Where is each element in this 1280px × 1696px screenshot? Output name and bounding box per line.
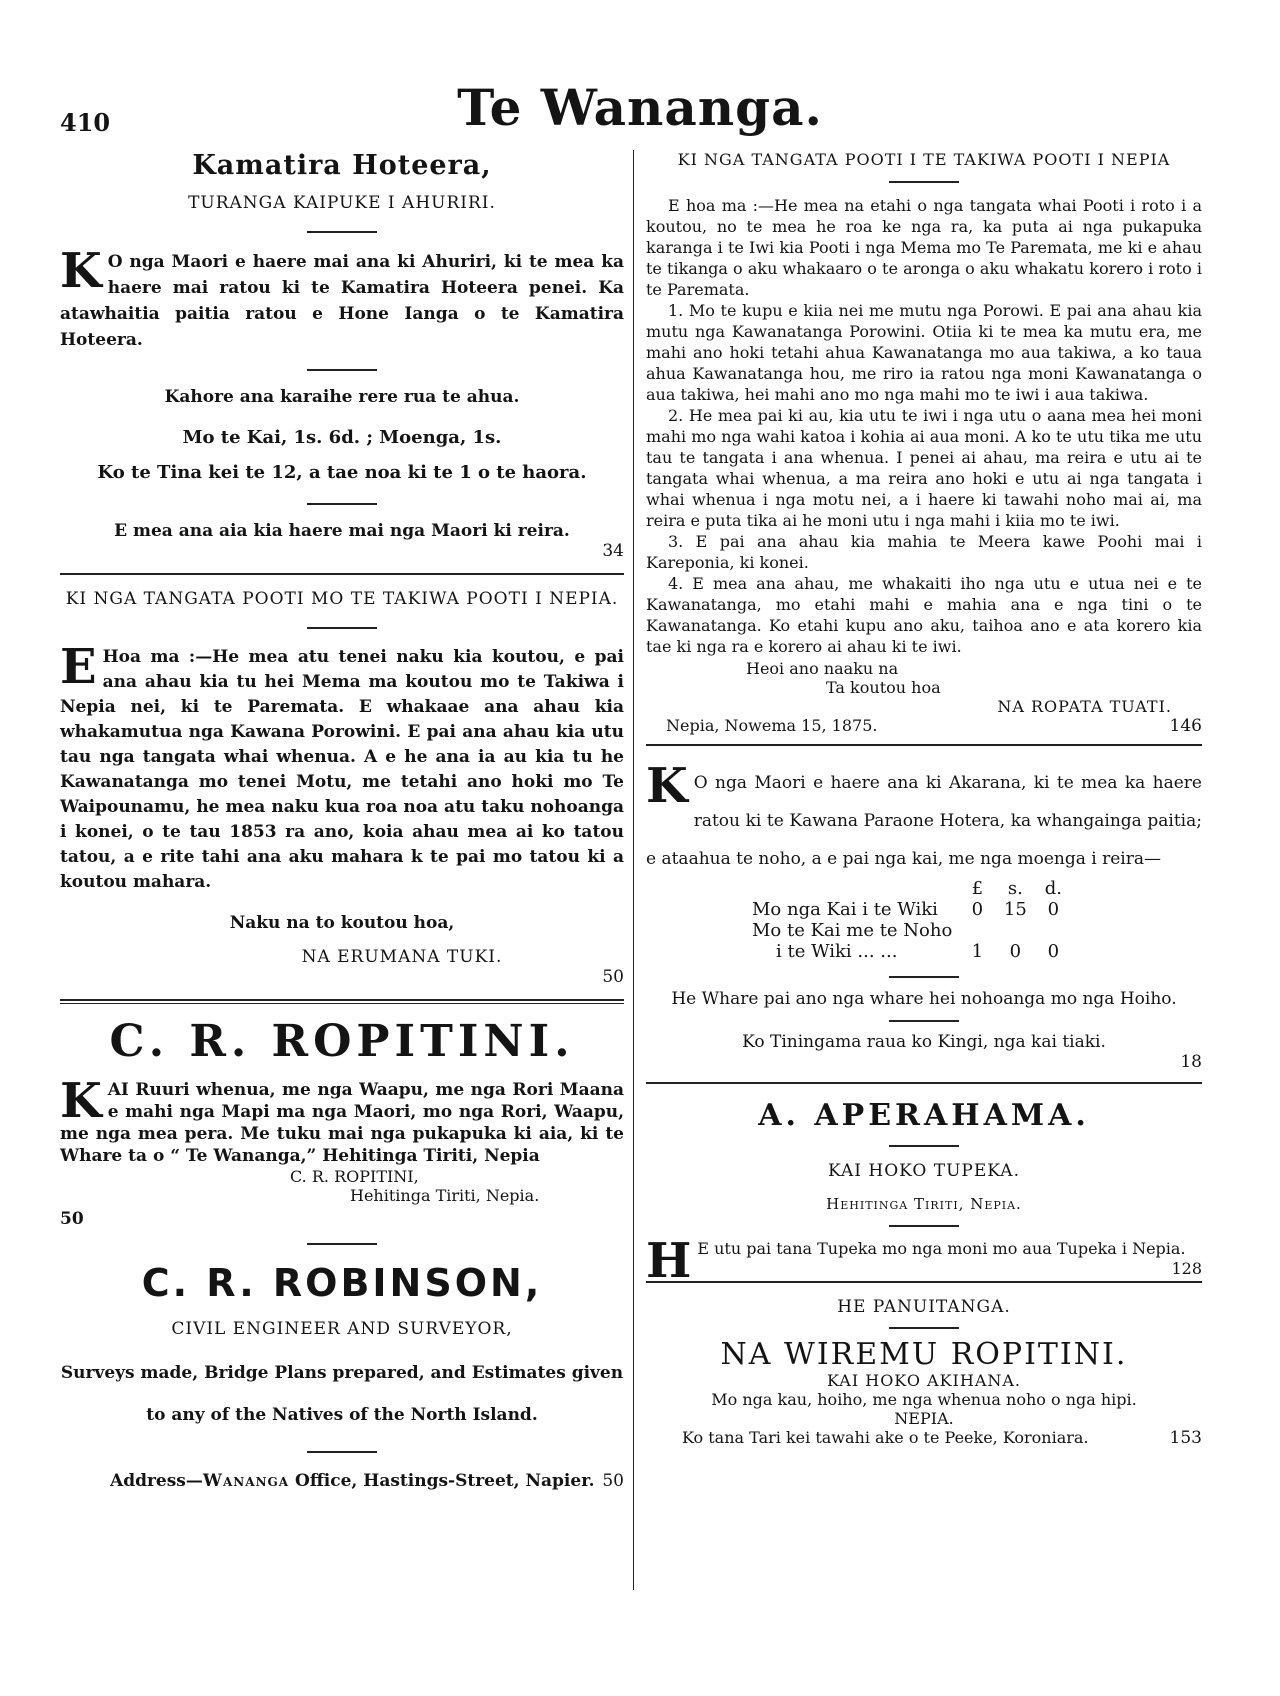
section-rule	[646, 1082, 1202, 1084]
tuati-signature: NA ROPATA TUATI.	[997, 697, 1172, 716]
kamatira-line-1: Kahore ana karaihe rere rua te ahua.	[164, 387, 520, 407]
robinson-ref: 50	[602, 1471, 624, 1491]
aperahama-body	[646, 1233, 1202, 1289]
divider	[889, 1327, 959, 1329]
right-column	[646, 150, 1202, 1448]
divider	[307, 1243, 377, 1245]
tuati-ref: 146	[1169, 716, 1202, 736]
address-label: Address—	[110, 1471, 203, 1491]
header-shillings: s.	[1007, 878, 1023, 899]
price-header-row	[746, 878, 1072, 899]
robinson-address	[60, 1471, 595, 1491]
tuati-closing-1: Heoi ano naaku na	[746, 659, 899, 678]
divider	[889, 1145, 959, 1147]
kamatira-line-2: Mo te Kai, 1s. 6d. ; Moenga, 1s.	[182, 427, 502, 448]
erumana-body	[60, 639, 624, 895]
price-row	[746, 899, 1072, 920]
section-rule	[60, 573, 624, 575]
price-label: i te Wiki ... ...	[776, 941, 898, 962]
robinson-subheading: CIVIL ENGINEER AND SURVEYOR,	[171, 1319, 513, 1339]
header-pence: d.	[1044, 878, 1062, 899]
price-shillings	[996, 920, 1034, 941]
hotera-line-1: He Whare pai ano nga whare hei nohoanga mo nga Hoiho.	[671, 989, 1177, 1009]
price-shillings: 0	[1009, 941, 1022, 962]
ropitini-sig-name: C. R. ROPITINI,	[290, 1167, 419, 1186]
tuati-closing-2: Ta koutou hoa	[826, 678, 941, 697]
hotera-body	[646, 758, 1202, 878]
address-office: Wananga	[202, 1471, 290, 1491]
robinson-line-1: Surveys made, Bridge Plans prepared, and Estimates given	[60, 1363, 624, 1383]
price-pence	[1034, 920, 1072, 941]
kamatira-heading: Kamatira Hoteera,	[192, 150, 492, 181]
kamatira-body	[60, 243, 624, 353]
erumana-ref: 50	[602, 967, 624, 987]
price-pence: 0	[1047, 899, 1060, 920]
wiremu-line-2: Ko tana Tari kei tawahi ake o te Peeke, Koroniara.	[682, 1428, 1089, 1447]
erumana-letter	[60, 587, 624, 987]
page-number: 410	[60, 108, 111, 137]
hotera-text: O nga Maori e haere ana ki Akarana, ki te mea ka haere ratou ki te Kawana Paraone Hotera, ka whangainga paitia; e ataahua te noho, a e pai nga kai, me nga moenga i reira—	[646, 773, 1202, 869]
aperahama-subheading: KAI HOKO TUPEKA.	[828, 1161, 1020, 1181]
tuati-point-1: 1. Mo te kupu e kiia nei me mutu nga Porowi. E pai ana ahau kia mutu nga Kawanatanga Porowini. Otiia ki te mea ka mutu era, me mahi ano hoki tetahi ahua Kawanatanga mo aua takiwa, a ko taua ahua Kawanatanga hou, me riro ia ratou nga moni Kawanatanga o aua takiwa, hei mahi ano mo nga mahi mo te iwi i aua takiwa.	[646, 301, 1202, 404]
wiremu-ref: 153	[1169, 1428, 1202, 1448]
price-label: Mo te Kai me te Noho	[752, 920, 953, 941]
aperahama-ref: 128	[1171, 1259, 1202, 1278]
price-label: Mo nga Kai i te Wiki	[752, 899, 938, 920]
erumana-closing: Naku na to koutou hoa,	[229, 913, 455, 933]
price-shillings: 15	[1003, 899, 1027, 920]
robinson-address-row	[60, 1471, 624, 1491]
tuati-heading: KI NGA TANGATA POOTI I TE TAKIWA POOTI I NEPIA	[677, 150, 1171, 169]
divider	[889, 1225, 959, 1227]
divider	[889, 1020, 959, 1022]
wiremu-subheading: KAI HOKO AKIHANA.	[826, 1371, 1022, 1390]
dropcap: E	[60, 639, 97, 695]
ropitini-sig-place: Hehitinga Tiriti, Nepia.	[350, 1186, 540, 1205]
tuati-point-3: 3. E pai ana ahau kia mahia te Meera kawe Poohi mai i Kareponia, ki konei.	[646, 532, 1202, 572]
aperahama-address: Hehitinga Tiriti, Nepia.	[826, 1195, 1022, 1213]
erumana-signature: NA ERUMANA TUKI.	[301, 947, 503, 967]
hotera-ref: 18	[1180, 1052, 1202, 1072]
header-pounds: £	[971, 878, 984, 899]
aperahama-advert	[646, 1098, 1202, 1289]
wiremu-heading: NA WIREMU ROPITINI.	[720, 1337, 1128, 1372]
dropcap: H	[646, 1233, 692, 1289]
divider	[307, 1451, 377, 1453]
erumana-heading: KI NGA TANGATA POOTI MO TE TAKIWA POOTI I NEPIA.	[65, 589, 619, 609]
ropitini-text: AI Ruuri whenua, me nga Waapu, me nga Rori Maana e mahi nga Mapi ma nga Maori, mo nga Rori, Waapu, me nga mea pera. Me tuku mai nga pukapuka ki aia, ki te Whare ta o “ Te Wananga,” Hehitinga Tiriti, Nepia	[60, 1080, 624, 1166]
address-rest: Office, Hastings-Street, Napier.	[289, 1471, 595, 1491]
tuati-date-row	[646, 716, 1202, 736]
robinson-line-2: to any of the Natives of the North Island.	[146, 1405, 538, 1425]
divider	[889, 181, 959, 183]
tuati-point-2: 2. He mea pai ki au, kia utu te iwi i nga utu o aana mea hei moni mahi mo nga wahi katoa i kohia ai aua moni. A ko te utu tika me utu tau te tangata i ana whenua. I penei ai ahau, ma reira e utu ai te tangata whai whenua, a ma reira ano hoki e utu ai nga tangata i whai whenua i nga motu nei, a i haere ki tawahi noho mai ai, ma reira e puta tika ai he moni utu i nga mahi i kiia mo te iwi.	[646, 406, 1202, 530]
page-title: Te Wananga.	[457, 78, 823, 137]
left-column	[60, 150, 624, 1491]
wiremu-place: NEPIA.	[894, 1409, 954, 1428]
kamatira-advert	[60, 150, 624, 561]
aperahama-text: E utu pai tana Tupeka mo nga moni mo aua Tupeka i Nepia.	[697, 1239, 1186, 1258]
dropcap: K	[60, 243, 102, 299]
dropcap: K	[60, 1073, 102, 1129]
price-pence: 0	[1047, 941, 1060, 962]
robinson-advert	[60, 1261, 624, 1491]
section-rule	[646, 744, 1202, 746]
tuati-letter	[646, 150, 1202, 736]
column-divider	[633, 150, 634, 1590]
divider	[307, 369, 377, 371]
ropitini-advert	[60, 1016, 624, 1229]
section-rule	[60, 999, 624, 1004]
wiremu-advert	[646, 1295, 1202, 1448]
divider	[307, 503, 377, 505]
dropcap: K	[646, 758, 688, 814]
divider	[307, 627, 377, 629]
tuati-dateline: Nepia, Nowema 15, 1875.	[666, 716, 878, 735]
ropitini-heading: C. R. ROPITINI.	[109, 1016, 575, 1067]
kamatira-ref: 34	[602, 541, 624, 561]
robinson-heading: C. R. ROBINSON,	[141, 1261, 543, 1305]
tuati-intro: E hoa ma :—He mea na etahi o nga tangata whai Pooti i roto i a koutou, no te mea he roa ke nga ra, ka puta ai nga pukapuka karanga i te Iwi kia Pooti i nga Mema mo Te Paremata, me ki e ahau te tikanga o aku whakaaro o te aronga o aku whakatu korero i roto i te Paremata.	[646, 196, 1202, 299]
hotera-line-2: Ko Tiningama raua ko Kingi, nga kai tiaki.	[742, 1032, 1106, 1052]
hotera-price-table	[746, 878, 1072, 962]
hotera-advert	[646, 758, 1202, 1072]
ropitini-body	[60, 1073, 624, 1167]
price-pounds: 1	[971, 941, 984, 962]
ropitini-ref: 50	[60, 1209, 84, 1229]
kamatira-subheading: TURANGA KAIPUKE I AHURIRI.	[188, 193, 496, 213]
wiremu-label: HE PANUITANGA.	[837, 1297, 1011, 1317]
kamatira-line-3: Ko te Tina kei te 12, a tae noa ki te 1 o te haora.	[97, 462, 587, 483]
divider	[889, 976, 959, 978]
wiremu-line-1: Mo nga kau, hoiho, me nga whenua noho o nga hipi.	[711, 1390, 1137, 1409]
price-row	[746, 920, 1072, 941]
divider	[307, 231, 377, 233]
kamatira-line-4: E mea ana aia kia haere mai nga Maori ki reira.	[114, 521, 570, 541]
price-pounds	[958, 920, 996, 941]
kamatira-text: O nga Maori e haere mai ana ki Ahuriri, ki te mea ka haere mai ratou ki te Kamatira Hoteera penei. Ka atawhaitia paitia ratou e Hone Ianga o te Kamatira Hoteera.	[60, 252, 624, 350]
section-rule	[646, 1281, 1202, 1283]
price-pounds: 0	[971, 899, 984, 920]
price-row	[746, 941, 1072, 962]
wiremu-footer-row	[646, 1428, 1202, 1448]
erumana-text: Hoa ma :—He mea atu tenei naku kia koutou, e pai ana ahau kia tu hei Mema ma koutou mo te Takiwa i Nepia nei, ki te Paremata. E whakaae ana ahau kia whakamutua nga Kawana Porowini. E pai ana ahau kia utu tau nga tangata whai whenua. A e he ana ia au kia tu he Kawanatanga mo tenei Motu, me tetahi ano hoki mo Te Waipounamu, he mea naku kua roa noa atu taku nohoanga i konei, o te tau 1853 ra ano, koia ahau mea ai ko tatou tatou, a e rite tahi ana aku mahara k te pai mo tatou ki a koutou mahara.	[60, 647, 624, 892]
aperahama-heading: A. APERAHAMA.	[758, 1098, 1090, 1133]
tuati-point-4: 4. E mea ana ahau, me whakaiti iho nga utu e utua nei e te Kawanatanga, mo etahi mahi e mahia ana e nga tini o te Kawanatanga. Ko etahi kupu ano aku, taihoa ano e ata korero kia tae ki nga ra e korero ai ahau ki te iwi.	[646, 574, 1202, 656]
